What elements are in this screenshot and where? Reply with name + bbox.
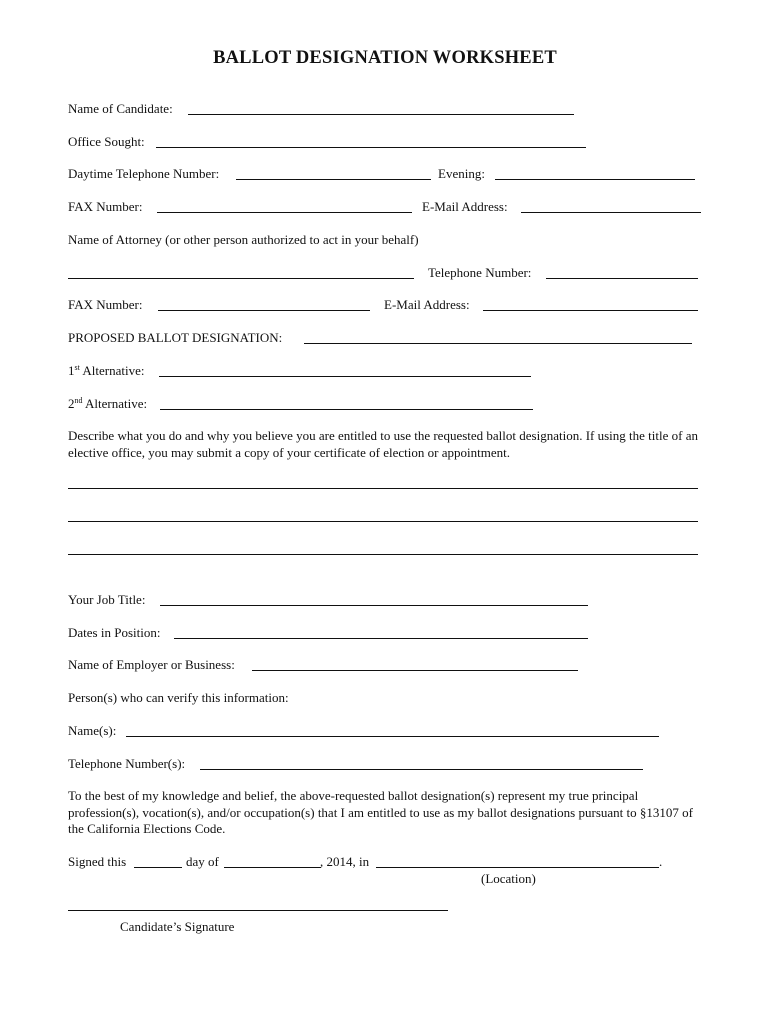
evening-phone-field[interactable] — [495, 179, 695, 180]
first-alternative-field[interactable] — [159, 376, 531, 377]
day-of-label: day of — [186, 854, 219, 869]
candidate-name-label: Name of Candidate: — [68, 101, 173, 116]
candidate-name-field[interactable] — [188, 114, 574, 115]
describe-line-1[interactable] — [68, 488, 698, 489]
year-in-label: , 2014, in — [320, 854, 370, 869]
candidate-email-field[interactable] — [521, 212, 701, 213]
employer-label: Name of Employer or Business: — [68, 657, 235, 672]
evening-phone-label: Evening: — [438, 166, 485, 181]
candidate-fax-label: FAX Number: — [68, 199, 143, 214]
proposed-designation-label: PROPOSED BALLOT DESIGNATION: — [68, 330, 283, 345]
describe-line-3[interactable] — [68, 554, 698, 555]
describe-instructions: Describe what you do and why you believe you are entitled to use the requested ballot designation. If using the title of an elective office, you may submit a copy of your certificate of election or appointment. — [68, 428, 698, 460]
form-title: BALLOT DESIGNATION WORKSHEET — [213, 48, 557, 68]
first-alternative-label: 1st Alternative: — [68, 363, 145, 378]
attorney-fax-label: FAX Number: — [68, 297, 143, 312]
daytime-phone-field[interactable] — [236, 179, 431, 180]
declaration-text: To the best of my knowledge and belief, the above-requested ballot designation(s) represent my true principal profession(s), vocation(s), and/or occupation(s) that I am entitled to use as my ballot designations pursuant to §13107 of the California Elections Code. — [68, 788, 693, 836]
attorney-email-field[interactable] — [483, 310, 698, 311]
candidate-email-label: E-Mail Address: — [422, 199, 508, 214]
signed-location-field[interactable] — [376, 867, 659, 868]
signed-this-label: Signed this — [68, 854, 127, 869]
signature-line[interactable] — [68, 910, 448, 911]
attorney-phone-label: Telephone Number: — [428, 265, 532, 280]
verify-heading: Person(s) who can verify this information: — [68, 690, 289, 705]
describe-line-2[interactable] — [68, 521, 698, 522]
signed-period: . — [659, 854, 663, 869]
second-alternative-field[interactable] — [160, 409, 533, 410]
verify-phones-label: Telephone Number(s): — [68, 756, 186, 771]
attorney-heading: Name of Attorney (or other person authorized to act in your behalf) — [68, 232, 419, 247]
job-title-label: Your Job Title: — [68, 592, 146, 607]
verify-names-field[interactable] — [126, 736, 659, 737]
daytime-phone-label: Daytime Telephone Number: — [68, 166, 220, 181]
candidate-fax-field[interactable] — [157, 212, 412, 213]
employer-field[interactable] — [252, 670, 578, 671]
dates-in-position-label: Dates in Position: — [68, 625, 161, 640]
signature-caption: Candidate’s Signature — [120, 919, 235, 934]
job-title-field[interactable] — [160, 605, 588, 606]
verify-phones-field[interactable] — [200, 769, 643, 770]
attorney-email-label: E-Mail Address: — [384, 297, 470, 312]
proposed-designation-field[interactable] — [304, 343, 692, 344]
office-sought-label: Office Sought: — [68, 134, 145, 149]
dates-in-position-field[interactable] — [174, 638, 588, 639]
signed-day-field[interactable] — [134, 867, 182, 868]
office-sought-field[interactable] — [156, 147, 586, 148]
attorney-fax-field[interactable] — [158, 310, 370, 311]
attorney-phone-field[interactable] — [546, 278, 698, 279]
location-caption: (Location) — [481, 871, 536, 886]
verify-names-label: Name(s): — [68, 723, 117, 738]
signed-month-field[interactable] — [224, 867, 321, 868]
second-alternative-label: 2nd Alternative: — [68, 396, 148, 411]
attorney-name-field[interactable] — [68, 278, 414, 279]
